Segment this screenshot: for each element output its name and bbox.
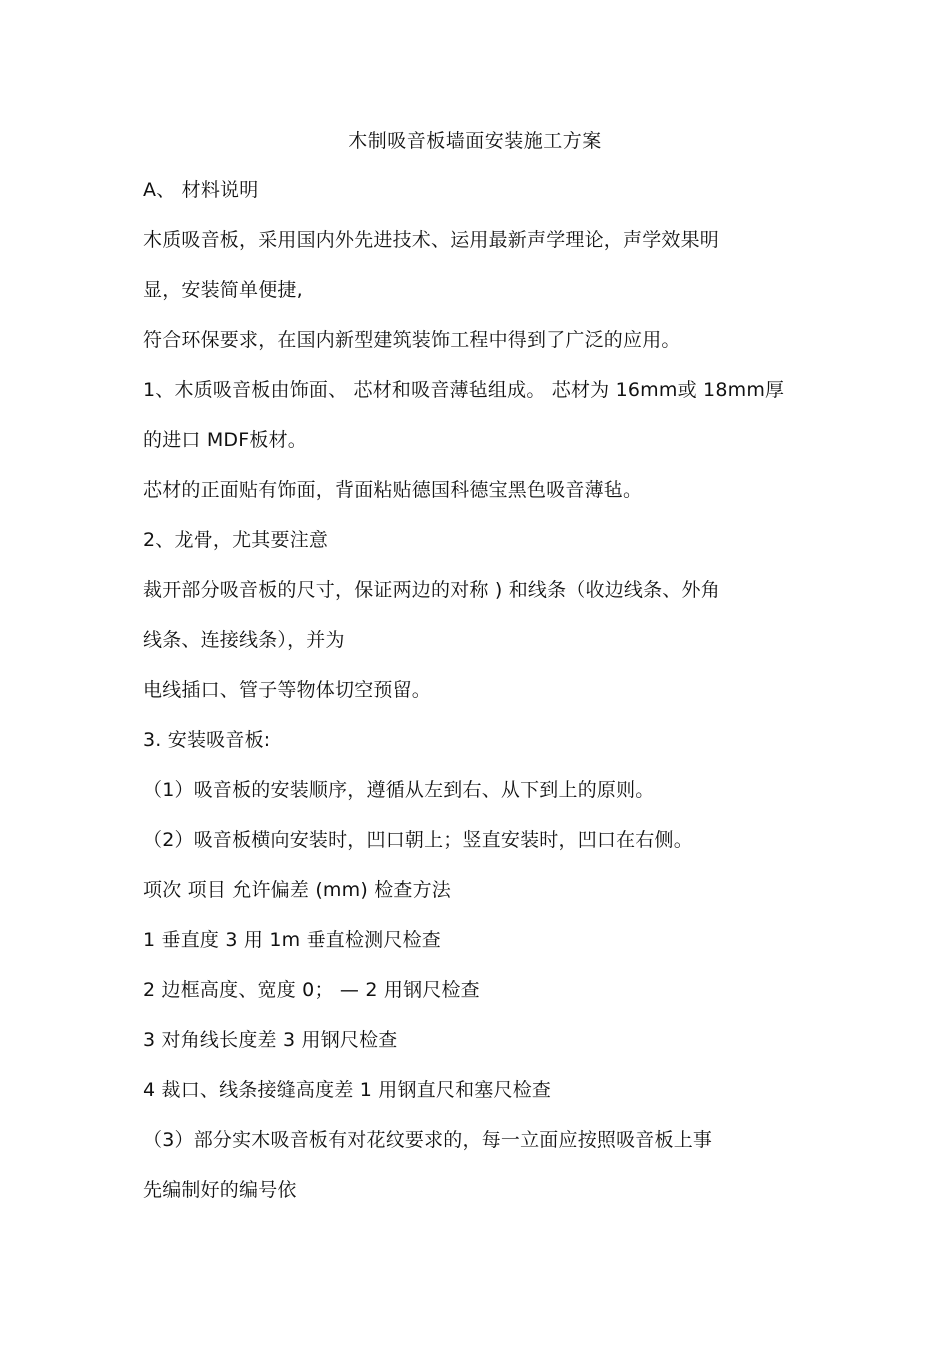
document-title: 木制吸音板墙面安装施工方案: [348, 130, 602, 152]
paragraph-line: 的进口 MDF板材。: [143, 429, 307, 451]
list-item: （3）部分实木吸音板有对花纹要求的，每一立面应按照吸音板上事: [143, 1129, 713, 1151]
paragraph-line: 木质吸音板，采用国内外先进技术、运用最新声学理论，声学效果明: [143, 229, 720, 251]
paragraph-line: 电线插口、管子等物体切空预留。: [143, 679, 432, 701]
paragraph-line: 先编制好的编号依: [143, 1179, 297, 1201]
tolerance-table-row: 3 对角线长度差 3 用钢尺检查: [143, 1029, 398, 1051]
paragraph-line: 裁开部分吸音板的尺寸，保证两边的对称 ) 和线条（收边线条、外角: [143, 579, 720, 601]
paragraph-line: 1、木质吸音板由饰面、 芯材和吸音薄毡组成。 芯材为 16mm或 18mm厚: [143, 379, 785, 401]
paragraph-line: 显，安装简单便捷,: [143, 279, 303, 301]
tolerance-table-header: 项次 项目 允许偏差 (mm) 检查方法: [143, 879, 452, 901]
tolerance-table-row: 1 垂直度 3 用 1m 垂直检测尺检查: [143, 929, 441, 951]
paragraph-line: 线条、连接线条），并为: [143, 629, 345, 651]
section-heading-install: 3. 安装吸音板:: [143, 729, 271, 751]
section-heading-materials: A、 材料说明: [143, 179, 259, 201]
list-item: （2）吸音板横向安装时，凹口朝上；竖直安装时，凹口在右侧。: [143, 829, 693, 851]
tolerance-table-row: 4 裁口、线条接缝高度差 1 用钢直尺和塞尺检查: [143, 1079, 552, 1101]
list-item: （1）吸音板的安装顺序，遵循从左到右、从下到上的原则。: [143, 779, 655, 801]
document-body: [143, 177, 843, 1227]
paragraph-line: 符合环保要求，在国内新型建筑装饰工程中得到了广泛的应用。: [143, 329, 681, 351]
section-heading-keel: 2、龙骨，尤其要注意: [143, 529, 329, 551]
paragraph-line: 芯材的正面贴有饰面，背面粘贴德国科德宝黑色吸音薄毡。: [143, 479, 643, 501]
tolerance-table-row: 2 边框高度、宽度 0； — 2 用钢尺检查: [143, 979, 480, 1001]
